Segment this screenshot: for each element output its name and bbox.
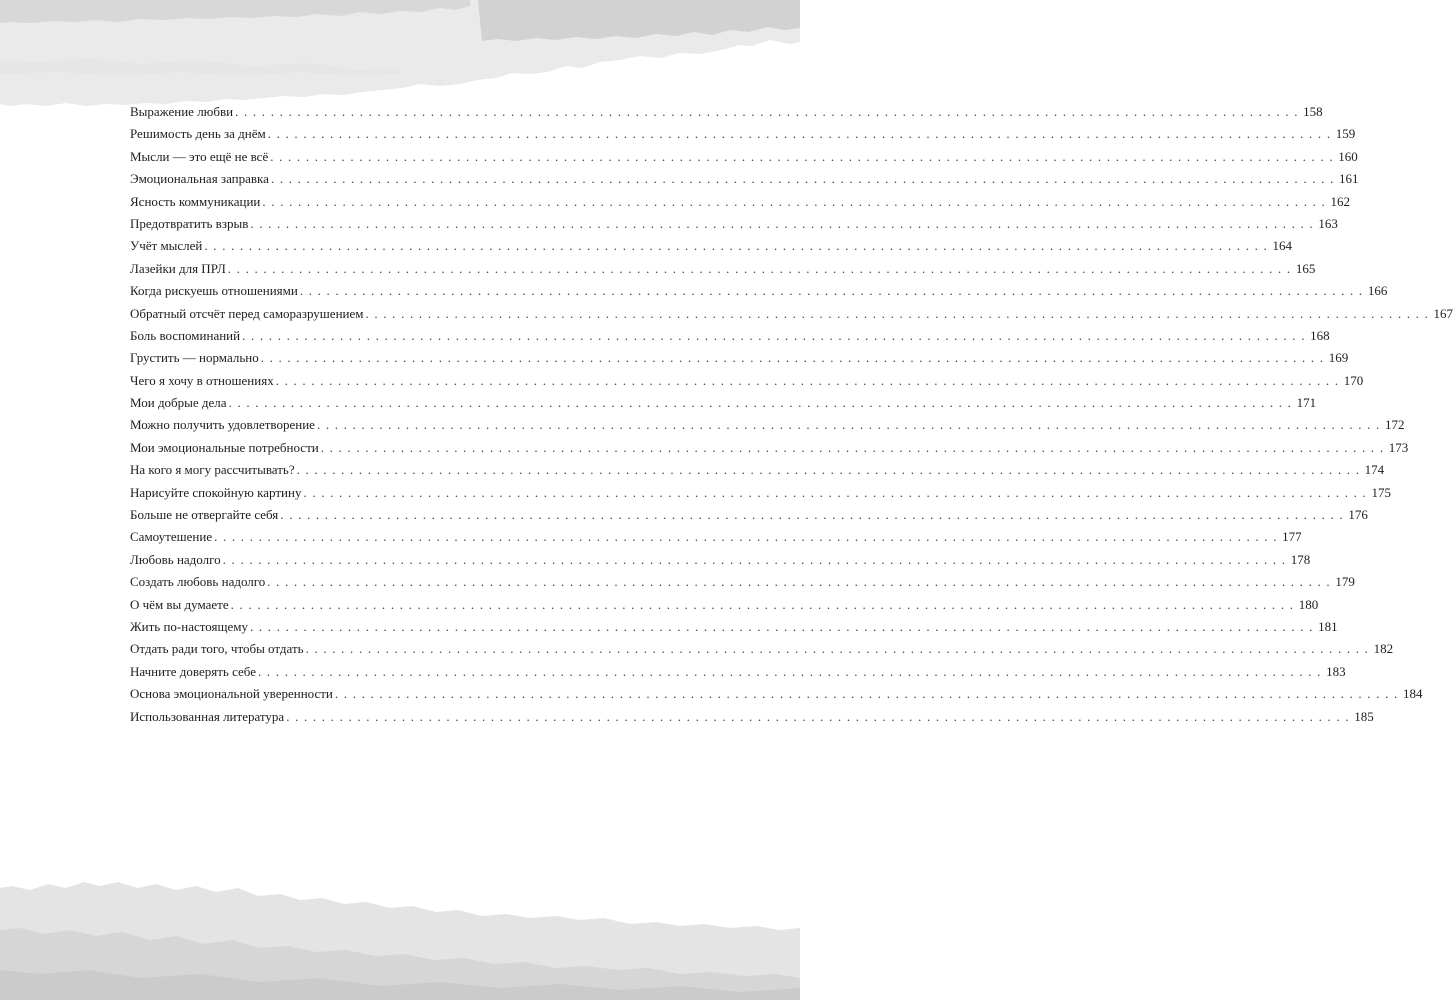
toc-entry-title: Жить по-настоящему (130, 618, 248, 634)
toc-entry-page-number: 168 (1310, 327, 1330, 343)
toc-entry-title: Мои эмоциональные потребности (130, 439, 319, 455)
table-of-contents (130, 101, 1453, 728)
toc-entry[interactable] (130, 414, 1405, 436)
dot-leader: . . . . . . . . . . . . . . . . . . . . . . . . . . . . . . . . . . . . . . . . . . . . . . . . . . . . . . . . . . . . . . . . . . . . . . . . . . . . . . . . . . . . . . . . . . . . . . . . . . . . . . . . . . . . . . . . . . . . . . . . (299, 283, 1364, 299)
toc-entry-title: Самоутешение (130, 529, 213, 545)
toc-entry-page-number: 179 (1335, 574, 1355, 590)
toc-entry-title: Мои добрые дела (130, 395, 227, 411)
dot-leader: . . . . . . . . . . . . . . . . . . . . . . . . . . . . . . . . . . . . . . . . . . . . . . . . . . . . . . . . . . . . . . . . . . . . . . . . . . . . . . . . . . . . . . . . . . . . . . . . . . . . . . . . . . . . . . . . . . . . . . . . (334, 686, 1399, 702)
dot-leader: . . . . . . . . . . . . . . . . . . . . . . . . . . . . . . . . . . . . . . . . . . . . . . . . . . . . . . . . . . . . . . . . . . . . . . . . . . . . . . . . . . . . . . . . . . . . . . . . . . . . . . . . . . . . . . . . . . . . . . . . (230, 596, 1295, 612)
dot-leader: . . . . . . . . . . . . . . . . . . . . . . . . . . . . . . . . . . . . . . . . . . . . . . . . . . . . . . . . . . . . . . . . . . . . . . . . . . . . . . . . . . . . . . . . . . . . . . . . . . . . . . . . . . . . . . . . . . . . . . . . (303, 484, 1368, 500)
toc-entry-title: Обратный отсчёт перед саморазрушением (130, 305, 364, 321)
toc-entry[interactable] (130, 347, 1349, 369)
toc-entry[interactable] (130, 235, 1292, 257)
toc-entry[interactable] (130, 594, 1319, 616)
toc-entry-page-number: 163 (1318, 215, 1338, 231)
dot-leader: . . . . . . . . . . . . . . . . . . . . . . . . . . . . . . . . . . . . . . . . . . . . . . . . . . . . . . . . . . . . . . . . . . . . . . . . . . . . . . . . . . . . . . . . . . . . . . . . . . . . . . . . . . . . . . . . . . . . . . . . (365, 305, 1430, 321)
toc-entry[interactable] (130, 280, 1388, 302)
toc-entry-page-number: 169 (1328, 350, 1349, 366)
toc-entry[interactable] (130, 191, 1350, 213)
toc-entry-page-number: 182 (1373, 641, 1394, 657)
toc-entry-page-number: 181 (1318, 618, 1338, 634)
dot-leader: . . . . . . . . . . . . . . . . . . . . . . . . . . . . . . . . . . . . . . . . . . . . . . . . . . . . . . . . . . . . . . . . . . . . . . . . . . . . . . . . . . . . . . . . . . . . . . . . . . . . . . . . . . . . . . . . . . . . . . . . (227, 260, 1292, 276)
toc-entry[interactable] (130, 258, 1316, 280)
toc-entry[interactable] (130, 459, 1385, 481)
toc-entry-title: Грустить — нормально (130, 350, 259, 366)
dot-leader: . . . . . . . . . . . . . . . . . . . . . . . . . . . . . . . . . . . . . . . . . . . . . . . . . . . . . . . . . . . . . . . . . . . . . . . . . . . . . . . . . . . . . . . . . . . . . . . . . . . . . . . . . . . . . . . . . . . . . . . . (242, 327, 1306, 343)
toc-entry-page-number: 178 (1290, 551, 1311, 567)
dot-leader: . . . . . . . . . . . . . . . . . . . . . . . . . . . . . . . . . . . . . . . . . . . . . . . . . . . . . . . . . . . . . . . . . . . . . . . . . . . . . . . . . . . . . . . . . . . . . . . . . . . . . . . . . . . . . . . . . . . . . . . . (280, 507, 1344, 523)
toc-entry[interactable] (130, 526, 1302, 548)
toc-entry-page-number: 174 (1364, 462, 1385, 478)
toc-entry-title: Больше не отвергайте себя (130, 507, 279, 523)
dot-leader: . . . . . . . . . . . . . . . . . . . . . . . . . . . . . . . . . . . . . . . . . . . . . . . . . . . . . . . . . . . . . . . . . . . . . . . . . . . . . . . . . . . . . . . . . . . . . . . . . . . . . . . . . . . . . . . . . . . . . . . . (267, 126, 1332, 142)
toc-entry[interactable] (130, 571, 1355, 593)
toc-entry-page-number: 164 (1272, 238, 1292, 254)
toc-entry-title: О чём вы думаете (130, 596, 229, 612)
toc-entry[interactable] (130, 638, 1394, 660)
toc-entry-page-number: 172 (1385, 417, 1405, 433)
dot-leader: . . . . . . . . . . . . . . . . . . . . . . . . . . . . . . . . . . . . . . . . . . . . . . . . . . . . . . . . . . . . . . . . . . . . . . . . . . . . . . . . . . . . . . . . . . . . . . . . . . . . . . . . . . . . . . . . . . . . . . . . (286, 708, 1350, 724)
toc-entry-title: Учёт мыслей (130, 238, 203, 254)
toc-entry-page-number: 180 (1298, 596, 1319, 612)
toc-entry-page-number: 161 (1339, 171, 1359, 187)
toc-entry[interactable] (130, 482, 1392, 504)
toc-entry-page-number: 167 (1433, 305, 1453, 321)
toc-entry-page-number: 160 (1338, 148, 1358, 164)
toc-entry[interactable] (130, 706, 1374, 728)
toc-entry-title: Ясность коммуникации (130, 193, 261, 209)
toc-entry-page-number: 175 (1371, 484, 1392, 500)
dot-leader: . . . . . . . . . . . . . . . . . . . . . . . . . . . . . . . . . . . . . . . . . . . . . . . . . . . . . . . . . . . . . . . . . . . . . . . . . . . . . . . . . . . . . . . . . . . . . . . . . . . . . . . . . . . . . . . . . . . . . . . . (260, 350, 1325, 366)
toc-entry[interactable] (130, 437, 1409, 459)
dot-leader: . . . . . . . . . . . . . . . . . . . . . . . . . . . . . . . . . . . . . . . . . . . . . . . . . . . . . . . . . . . . . . . . . . . . . . . . . . . . . . . . . . . . . . . . . . . . . . . . . . . . . . . . . . . . . . . . . . . . . . . . (235, 104, 1299, 119)
toc-entry-page-number: 159 (1335, 126, 1356, 142)
toc-entry[interactable] (130, 504, 1368, 526)
toc-entry-page-number: 184 (1402, 686, 1423, 702)
torn-paper-bottom-decoration (0, 870, 800, 1000)
toc-entry-title: Создать любовь надолго (130, 574, 266, 590)
toc-entry[interactable] (130, 101, 1323, 123)
toc-entry-title: Любовь надолго (130, 551, 221, 567)
toc-entry[interactable] (130, 549, 1311, 571)
toc-entry[interactable] (130, 616, 1338, 638)
toc-entry-title: Решимость день за днём (130, 126, 266, 142)
dot-leader: . . . . . . . . . . . . . . . . . . . . . . . . . . . . . . . . . . . . . . . . . . . . . . . . . . . . . . . . . . . . . . . . . . . . . . . . . . . . . . . . . . . . . . . . . . . . . . . . . . . . . . . . . . . . . . . . . . . . . . . . (204, 238, 1268, 254)
toc-entry-title: Начните доверять себе (130, 663, 256, 679)
toc-entry[interactable] (130, 213, 1338, 235)
toc-entry-page-number: 171 (1296, 395, 1317, 411)
dot-leader: . . . . . . . . . . . . . . . . . . . . . . . . . . . . . . . . . . . . . . . . . . . . . . . . . . . . . . . . . . . . . . . . . . . . . . . . . . . . . . . . . . . . . . . . . . . . . . . . . . . . . . . . . . . . . . . . . . . . . . . . (270, 148, 1334, 164)
toc-entry[interactable] (130, 123, 1356, 145)
toc-entry[interactable] (130, 146, 1358, 168)
toc-entry-title: Боль воспоминаний (130, 327, 241, 343)
toc-entry[interactable] (130, 683, 1423, 705)
toc-entry-title: На кого я могу рассчитывать? (130, 462, 295, 478)
dot-leader: . . . . . . . . . . . . . . . . . . . . . . . . . . . . . . . . . . . . . . . . . . . . . . . . . . . . . . . . . . . . . . . . . . . . . . . . . . . . . . . . . . . . . . . . . . . . . . . . . . . . . . . . . . . . . . . . . . . . . . . . (267, 574, 1331, 590)
toc-entry-page-number: 173 (1388, 439, 1409, 455)
toc-entry-title: Мысли — это ещё не всё (130, 148, 269, 164)
dot-leader: . . . . . . . . . . . . . . . . . . . . . . . . . . . . . . . . . . . . . . . . . . . . . . . . . . . . . . . . . . . . . . . . . . . . . . . . . . . . . . . . . . . . . . . . . . . . . . . . . . . . . . . . . . . . . . . . . . . . . . . . (222, 551, 1287, 567)
dot-leader: . . . . . . . . . . . . . . . . . . . . . . . . . . . . . . . . . . . . . . . . . . . . . . . . . . . . . . . . . . . . . . . . . . . . . . . . . . . . . . . . . . . . . . . . . . . . . . . . . . . . . . . . . . . . . . . . . . . . . . . . (250, 215, 1314, 231)
dot-leader: . . . . . . . . . . . . . . . . . . . . . . . . . . . . . . . . . . . . . . . . . . . . . . . . . . . . . . . . . . . . . . . . . . . . . . . . . . . . . . . . . . . . . . . . . . . . . . . . . . . . . . . . . . . . . . . . . . . . . . . . (275, 372, 1340, 388)
toc-entry-page-number: 176 (1348, 507, 1368, 523)
toc-entry[interactable] (130, 168, 1359, 190)
toc-entry[interactable] (130, 325, 1330, 347)
dot-leader: . . . . . . . . . . . . . . . . . . . . . . . . . . . . . . . . . . . . . . . . . . . . . . . . . . . . . . . . . . . . . . . . . . . . . . . . . . . . . . . . . . . . . . . . . . . . . . . . . . . . . . . . . . . . . . . . . . . . . . . . (228, 395, 1293, 411)
toc-entry-title: Предотвратить взрыв (130, 215, 249, 231)
dot-leader: . . . . . . . . . . . . . . . . . . . . . . . . . . . . . . . . . . . . . . . . . . . . . . . . . . . . . . . . . . . . . . . . . . . . . . . . . . . . . . . . . . . . . . . . . . . . . . . . . . . . . . . . . . . . . . . . . . . . . . . . (320, 439, 1385, 455)
toc-entry-page-number: 158 (1303, 104, 1323, 119)
dot-leader: . . . . . . . . . . . . . . . . . . . . . . . . . . . . . . . . . . . . . . . . . . . . . . . . . . . . . . . . . . . . . . . . . . . . . . . . . . . . . . . . . . . . . . . . . . . . . . . . . . . . . . . . . . . . . . . . . . . . . . . . (296, 462, 1361, 478)
toc-entry-page-number: 177 (1282, 529, 1302, 545)
toc-entry-title: Отдать ради того, чтобы отдать (130, 641, 304, 657)
toc-entry-title: Лазейки для ПРЛ (130, 260, 226, 276)
toc-entry[interactable] (130, 392, 1317, 414)
toc-entry-title: Основа эмоциональной уверенности (130, 686, 333, 702)
toc-entry-title: Использованная литература (130, 708, 285, 724)
toc-entry-page-number: 162 (1330, 193, 1350, 209)
toc-entry-page-number: 185 (1354, 708, 1374, 724)
dot-leader: . . . . . . . . . . . . . . . . . . . . . . . . . . . . . . . . . . . . . . . . . . . . . . . . . . . . . . . . . . . . . . . . . . . . . . . . . . . . . . . . . . . . . . . . . . . . . . . . . . . . . . . . . . . . . . . . . . . . . . . . (250, 618, 1314, 634)
dot-leader: . . . . . . . . . . . . . . . . . . . . . . . . . . . . . . . . . . . . . . . . . . . . . . . . . . . . . . . . . . . . . . . . . . . . . . . . . . . . . . . . . . . . . . . . . . . . . . . . . . . . . . . . . . . . . . . . . . . . . . . . (316, 417, 1381, 433)
toc-entry-title: Эмоциональная заправка (130, 171, 269, 187)
toc-entry-title: Когда рискуешь отношениями (130, 283, 298, 299)
toc-entry-page-number: 170 (1343, 372, 1364, 388)
toc-entry-title: Можно получить удовлетворение (130, 417, 315, 433)
toc-entry[interactable] (130, 303, 1453, 325)
dot-leader: . . . . . . . . . . . . . . . . . . . . . . . . . . . . . . . . . . . . . . . . . . . . . . . . . . . . . . . . . . . . . . . . . . . . . . . . . . . . . . . . . . . . . . . . . . . . . . . . . . . . . . . . . . . . . . . . . . . . . . . . (258, 663, 1322, 679)
dot-leader: . . . . . . . . . . . . . . . . . . . . . . . . . . . . . . . . . . . . . . . . . . . . . . . . . . . . . . . . . . . . . . . . . . . . . . . . . . . . . . . . . . . . . . . . . . . . . . . . . . . . . . . . . . . . . . . . . . . . . . . . (214, 529, 1278, 545)
dot-leader: . . . . . . . . . . . . . . . . . . . . . . . . . . . . . . . . . . . . . . . . . . . . . . . . . . . . . . . . . . . . . . . . . . . . . . . . . . . . . . . . . . . . . . . . . . . . . . . . . . . . . . . . . . . . . . . . . . . . . . . . (270, 171, 1335, 187)
toc-entry[interactable] (130, 370, 1364, 392)
toc-entry-title: Нарисуйте спокойную картину (130, 484, 302, 500)
dot-leader: . . . . . . . . . . . . . . . . . . . . . . . . . . . . . . . . . . . . . . . . . . . . . . . . . . . . . . . . . . . . . . . . . . . . . . . . . . . . . . . . . . . . . . . . . . . . . . . . . . . . . . . . . . . . . . . . . . . . . . . . (305, 641, 1370, 657)
toc-entry-title: Чего я хочу в отношениях (130, 372, 274, 388)
toc-entry-page-number: 165 (1295, 260, 1316, 276)
toc-entry-page-number: 166 (1367, 283, 1388, 299)
dot-leader: . . . . . . . . . . . . . . . . . . . . . . . . . . . . . . . . . . . . . . . . . . . . . . . . . . . . . . . . . . . . . . . . . . . . . . . . . . . . . . . . . . . . . . . . . . . . . . . . . . . . . . . . . . . . . . . . . . . . . . . . (262, 193, 1326, 209)
toc-entry[interactable] (130, 661, 1346, 683)
toc-entry-title: Выражение любви (130, 104, 234, 119)
toc-entry-page-number: 183 (1326, 663, 1346, 679)
